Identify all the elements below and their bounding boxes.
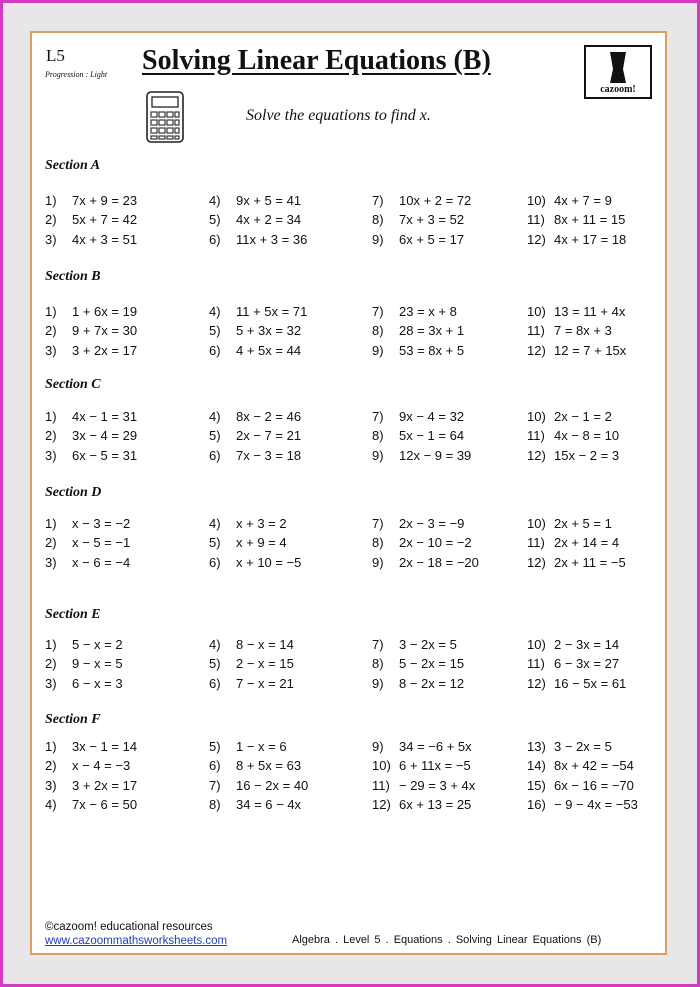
question-number: 2) <box>45 323 57 339</box>
question-number: 5) <box>209 212 221 228</box>
question-item <box>372 637 457 652</box>
question-number: 11) <box>527 428 545 444</box>
equation: 3x − 1 = 14 <box>72 739 138 754</box>
question-number: 3) <box>45 675 57 691</box>
equation: 5 + 3x = 32 <box>236 323 302 339</box>
question-number: 8) <box>372 428 384 444</box>
question-item <box>527 637 619 652</box>
question-number: 8) <box>372 323 384 339</box>
question-item <box>209 232 307 247</box>
question-number: 1) <box>45 637 57 652</box>
question-number: 1) <box>45 739 57 754</box>
question-item <box>209 448 301 463</box>
question-number: 1) <box>45 304 57 319</box>
equation: x + 9 = 4 <box>236 535 287 551</box>
equation: − 9 − 4x = −53 <box>554 796 638 812</box>
question-item <box>209 778 308 793</box>
question-item <box>527 193 612 208</box>
question-item <box>45 516 130 531</box>
question-number: 10) <box>527 409 546 424</box>
question-number: 12) <box>527 675 546 691</box>
equation: 4x + 3 = 51 <box>72 231 138 247</box>
question-number: 2) <box>45 758 57 774</box>
question-item <box>45 232 137 247</box>
question-item <box>209 758 301 773</box>
question-item <box>372 304 457 319</box>
question-item <box>45 448 137 463</box>
question-item <box>372 797 471 812</box>
question-item <box>372 516 464 531</box>
question-item <box>209 555 301 570</box>
question-item <box>45 656 123 671</box>
question-item <box>527 428 619 443</box>
question-item <box>45 535 130 550</box>
question-number: 9) <box>372 739 384 754</box>
question-number: 7) <box>372 304 384 319</box>
question-item <box>527 409 612 424</box>
equation: 8x + 11 = 15 <box>554 212 626 228</box>
question-number: 2) <box>45 212 57 228</box>
equation: 3 − 2x = 5 <box>399 637 457 652</box>
question-item <box>45 797 137 812</box>
question-item <box>209 676 294 691</box>
equation: 4x + 17 = 18 <box>554 231 627 247</box>
question-number: 7) <box>372 193 384 208</box>
question-number: 14) <box>527 758 546 774</box>
question-number: 7) <box>209 777 221 793</box>
equation: x + 3 = 2 <box>236 516 287 531</box>
question-item <box>527 555 626 570</box>
equation: 8 + 5x = 63 <box>236 758 302 774</box>
question-number: 7) <box>372 409 384 424</box>
instructions: Solve the equations to find x. <box>246 107 431 124</box>
question-item <box>372 323 464 338</box>
question-number: 11) <box>527 323 545 339</box>
question-number: 8) <box>372 212 384 228</box>
question-number: 10) <box>527 304 546 319</box>
equation: 9 + 7x = 30 <box>72 323 138 339</box>
page-title: Solving Linear Equations (B) <box>142 45 491 76</box>
question-number: 12) <box>527 554 546 570</box>
equation: 34 = −6 + 5x <box>399 739 472 754</box>
question-item <box>45 739 137 754</box>
question-number: 9) <box>372 675 384 691</box>
question-number: 6) <box>209 231 221 247</box>
equation: 4 + 5x = 44 <box>236 342 302 358</box>
equation: 12x − 9 = 39 <box>399 447 472 463</box>
equation: 6 − 3x = 27 <box>554 656 620 672</box>
section-title: Section B <box>45 269 101 284</box>
question-item <box>372 778 475 793</box>
equation: 3 + 2x = 17 <box>72 777 138 793</box>
question-item <box>45 555 130 570</box>
question-number: 10) <box>372 758 391 774</box>
question-item <box>527 676 626 691</box>
question-number: 15) <box>527 777 546 793</box>
equation: 10x + 2 = 72 <box>399 193 472 208</box>
question-item <box>45 193 137 208</box>
equation: 3x − 4 = 29 <box>72 428 138 444</box>
question-item <box>209 656 294 671</box>
question-item <box>209 304 307 319</box>
question-number: 7) <box>372 637 384 652</box>
question-item <box>372 739 472 754</box>
question-number: 4) <box>209 193 221 208</box>
equation: 4x − 8 = 10 <box>554 428 620 444</box>
question-item <box>527 535 619 550</box>
equation: x − 4 = −3 <box>72 758 131 774</box>
question-item <box>209 797 301 812</box>
equation: 13 = 11 + 4x <box>554 304 626 319</box>
question-item <box>209 637 294 652</box>
question-item <box>527 516 612 531</box>
equation: 6 + 11x = −5 <box>399 758 471 774</box>
question-number: 6) <box>209 758 221 774</box>
question-item <box>527 778 634 793</box>
section-title: Section E <box>45 607 101 622</box>
question-item <box>372 535 472 550</box>
question-item <box>527 232 626 247</box>
question-item <box>372 656 464 671</box>
question-item <box>372 448 471 463</box>
equation: 2x − 18 = −20 <box>399 554 479 570</box>
question-number: 6) <box>209 342 221 358</box>
equation: 1 + 6x = 19 <box>72 304 138 319</box>
equation: 6x + 13 = 25 <box>399 796 472 812</box>
section-title: Section C <box>45 377 101 392</box>
equation: 2x − 10 = −2 <box>399 535 472 551</box>
equation: x − 6 = −4 <box>72 554 131 570</box>
question-number: 4) <box>209 637 221 652</box>
question-item <box>209 212 301 227</box>
question-number: 5) <box>209 535 221 551</box>
equation: 53 = 8x + 5 <box>399 342 465 358</box>
equation: 4x + 2 = 34 <box>236 212 302 228</box>
question-item <box>527 304 625 319</box>
equation: x − 3 = −2 <box>72 516 131 531</box>
equation: 4x + 7 = 9 <box>554 193 612 208</box>
equation: 16 − 2x = 40 <box>236 777 309 793</box>
equation: 5 − 2x = 15 <box>399 656 465 672</box>
equation: 3 − 2x = 5 <box>554 739 612 754</box>
question-number: 3) <box>45 777 57 793</box>
question-item <box>45 212 137 227</box>
question-number: 3) <box>45 231 57 247</box>
question-item <box>372 193 471 208</box>
equation: 7x − 6 = 50 <box>72 796 138 812</box>
question-number: 5) <box>209 656 221 672</box>
question-number: 9) <box>372 231 384 247</box>
question-number: 3) <box>45 447 57 463</box>
question-number: 9) <box>372 554 384 570</box>
question-number: 3) <box>45 342 57 358</box>
equation: 3 + 2x = 17 <box>72 342 138 358</box>
question-number: 10) <box>527 637 546 652</box>
question-item <box>372 676 464 691</box>
equation: 7x + 9 = 23 <box>72 193 138 208</box>
question-item <box>527 739 612 754</box>
question-item <box>45 409 137 424</box>
footer-credits <box>45 920 227 948</box>
cazoom-logo <box>584 45 652 99</box>
equation: x + 10 = −5 <box>236 554 302 570</box>
question-item <box>209 516 287 531</box>
question-item <box>45 778 137 793</box>
equation: 7 = 8x + 3 <box>554 323 612 339</box>
question-item <box>527 343 626 358</box>
question-number: 11) <box>372 777 390 793</box>
question-number: 6) <box>209 554 221 570</box>
question-number: 5) <box>209 323 221 339</box>
question-number: 2) <box>45 535 57 551</box>
question-number: 10) <box>527 193 546 208</box>
equation: 2 − x = 15 <box>236 656 294 672</box>
equation: 8 − x = 14 <box>236 637 294 652</box>
equation: 2x − 7 = 21 <box>236 428 302 444</box>
question-item <box>372 343 464 358</box>
equation: 28 = 3x + 1 <box>399 323 465 339</box>
section-title: Section D <box>45 485 102 500</box>
equation: 11x + 3 = 36 <box>236 231 308 247</box>
equation: 16 − 5x = 61 <box>554 675 627 691</box>
question-item <box>372 232 464 247</box>
equation: 11 + 5x = 71 <box>236 304 308 319</box>
question-item <box>209 193 301 208</box>
question-number: 11) <box>527 212 545 228</box>
question-number: 4) <box>45 796 57 812</box>
question-number: 9) <box>372 342 384 358</box>
worksheet-page <box>30 31 667 955</box>
question-item <box>372 758 471 773</box>
equation: 6x − 16 = −70 <box>554 777 634 793</box>
question-item <box>45 323 137 338</box>
question-number: 9) <box>372 447 384 463</box>
question-number: 2) <box>45 656 57 672</box>
equation: 2x + 11 = −5 <box>554 554 626 570</box>
equation: 2x − 1 = 2 <box>554 409 612 424</box>
equation: 5x − 1 = 64 <box>399 428 465 444</box>
question-number: 10) <box>527 516 546 531</box>
question-number: 1) <box>45 516 57 531</box>
equation: 6x + 5 = 17 <box>399 231 465 247</box>
equation: 2x + 14 = 4 <box>554 535 620 551</box>
question-item <box>527 656 619 671</box>
section-title: Section A <box>45 158 101 173</box>
question-item <box>372 409 464 424</box>
question-item <box>372 555 479 570</box>
question-number: 11) <box>527 535 545 551</box>
question-number: 11) <box>527 656 545 672</box>
equation: 6 − x = 3 <box>72 675 123 691</box>
calculator-icon <box>146 91 186 150</box>
equation: 34 = 6 − 4x <box>236 796 302 812</box>
question-number: 5) <box>209 428 221 444</box>
question-number: 4) <box>209 516 221 531</box>
question-item <box>45 304 137 319</box>
equation: 7x − 3 = 18 <box>236 447 302 463</box>
equation: 9x + 5 = 41 <box>236 193 302 208</box>
question-item <box>527 448 619 463</box>
equation: 2x + 5 = 1 <box>554 516 612 531</box>
question-number: 12) <box>527 447 546 463</box>
progression-label: Progression : Light <box>45 70 108 79</box>
question-item <box>527 797 638 812</box>
question-number: 1) <box>45 409 57 424</box>
level-label: L5 <box>46 46 65 65</box>
equation: 8x + 42 = −54 <box>554 758 634 774</box>
equation: 1 − x = 6 <box>236 739 287 754</box>
question-number: 3) <box>45 554 57 570</box>
section-title: Section F <box>45 712 101 727</box>
equation: − 29 = 3 + 4x <box>399 777 476 793</box>
equation: 4x − 1 = 31 <box>72 409 138 424</box>
question-number: 12) <box>372 796 391 812</box>
question-item <box>372 428 464 443</box>
question-number: 4) <box>209 304 221 319</box>
equation: 9 − x = 5 <box>72 656 123 672</box>
question-item <box>45 343 137 358</box>
equation: 12 = 7 + 15x <box>554 342 627 358</box>
question-item <box>527 758 634 773</box>
equation: 5x + 7 = 42 <box>72 212 138 228</box>
question-number: 8) <box>209 796 221 812</box>
footer-breadcrumb: Algebra . Level 5 . Equations . Solving Linear Equations (B) <box>292 934 602 946</box>
equation: 6x − 5 = 31 <box>72 447 138 463</box>
equation: 7 − x = 21 <box>236 675 294 691</box>
question-item <box>209 343 301 358</box>
question-item <box>45 676 123 691</box>
question-item <box>372 212 464 227</box>
question-item <box>209 323 301 338</box>
website-link[interactable]: www.cazoommathsworksheets.com <box>45 935 228 947</box>
question-item <box>527 212 625 227</box>
question-number: 4) <box>209 409 221 424</box>
question-number: 1) <box>45 193 57 208</box>
equation: 8 − 2x = 12 <box>399 675 465 691</box>
question-number: 6) <box>209 675 221 691</box>
equation: 15x − 2 = 3 <box>554 447 620 463</box>
question-number: 6) <box>209 447 221 463</box>
question-item <box>45 758 130 773</box>
question-item <box>209 409 301 424</box>
question-item <box>209 535 287 550</box>
question-number: 12) <box>527 231 546 247</box>
equation: 5 − x = 2 <box>72 637 123 652</box>
question-number: 7) <box>372 516 384 531</box>
question-number: 2) <box>45 428 57 444</box>
question-item <box>45 637 123 652</box>
equation: 9x − 4 = 32 <box>399 409 465 424</box>
question-number: 8) <box>372 656 384 672</box>
equation: x − 5 = −1 <box>72 535 131 551</box>
question-number: 8) <box>372 535 384 551</box>
question-number: 12) <box>527 342 546 358</box>
question-number: 16) <box>527 796 546 812</box>
question-item <box>209 739 287 754</box>
question-item <box>209 428 301 443</box>
question-number: 13) <box>527 739 546 754</box>
equation: 2 − 3x = 14 <box>554 637 620 652</box>
question-item <box>527 323 612 338</box>
copyright-text: ©cazoom! educational resources <box>45 921 213 933</box>
question-item <box>45 428 137 443</box>
question-number: 5) <box>209 739 221 754</box>
equation: 2x − 3 = −9 <box>399 516 465 531</box>
logo-text: cazoom! <box>600 84 636 95</box>
equation: 23 = x + 8 <box>399 304 457 319</box>
equation: 7x + 3 = 52 <box>399 212 465 228</box>
equation: 8x − 2 = 46 <box>236 409 302 424</box>
